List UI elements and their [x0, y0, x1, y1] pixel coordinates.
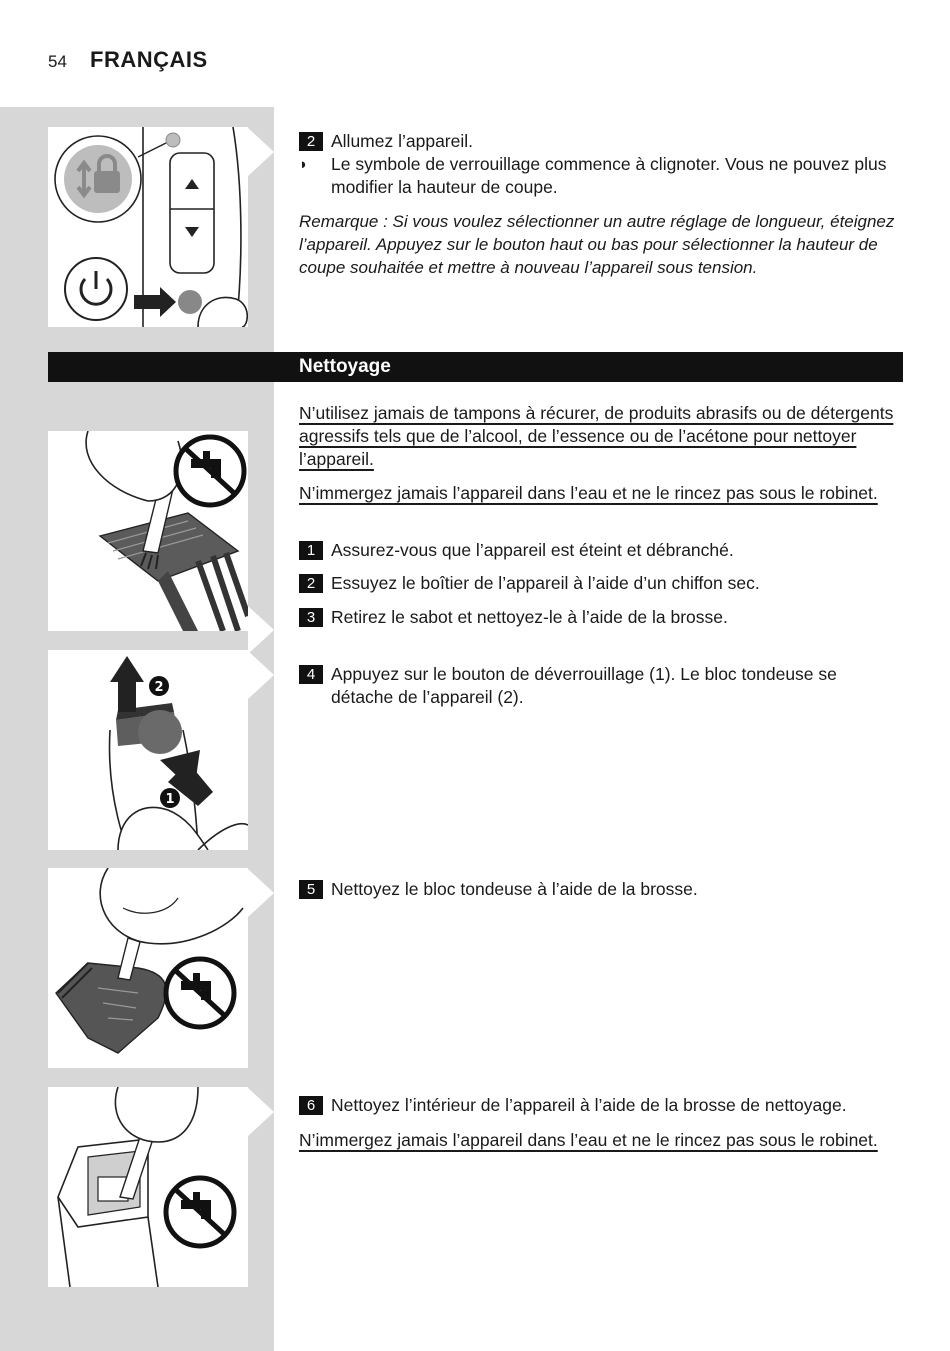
step-number: 2: [299, 574, 323, 593]
arrow-icon: [110, 656, 144, 712]
bullet-text: Le symbole de verrouillage commence à clignoter. Vous ne pouvez plus modifier la hauteur de coupe.: [331, 154, 887, 197]
bullet-marker: ◗: [299, 156, 309, 173]
no-water-icon: [166, 959, 234, 1027]
figure-brush-inside: [48, 1087, 248, 1287]
page-number: 54: [48, 52, 67, 71]
section-title: Nettoyage: [299, 356, 391, 377]
step-text: Appuyez sur le bouton de déverrouillage (1). Le bloc tondeuse se détache de l’appareil (2).: [331, 664, 837, 707]
intro-note: Remarque : Si vous voulez sélectionner un autre réglage de longueur, éteignez l’appareil. Appuyez sur le bouton haut ou bas pour sélectionner la hauteur de coupe souhaitée et mettre à nouveau l’appareil sous tension.: [299, 212, 895, 277]
step-text: Nettoyez l’intérieur de l’appareil à l’aide de la brosse de nettoyage.: [331, 1095, 847, 1115]
step-number: 6: [299, 1096, 323, 1115]
intro-bullet: [299, 153, 899, 199]
step-6: [299, 1094, 899, 1117]
step-text: Nettoyez le bloc tondeuse à l’aide de la brosse.: [331, 879, 698, 899]
figure-power-on: [48, 127, 248, 327]
step-number: 1: [299, 541, 323, 560]
warning-immerse-final: N’immergez jamais l’appareil dans l’eau et ne le rincez pas sous le robinet.: [299, 1130, 878, 1150]
intro-step: [299, 130, 899, 153]
lock-icon: [55, 136, 141, 222]
figure-release-head: [48, 650, 248, 850]
no-water-icon: [166, 1178, 234, 1246]
step-text: Retirez le sabot et nettoyez-le à l’aide de la brosse.: [331, 607, 728, 627]
pointer-notch: [248, 651, 274, 699]
step-number: 3: [299, 608, 323, 627]
pointer-notch: [248, 606, 274, 654]
step-4: [299, 663, 899, 709]
figure-brush-cutter: [48, 868, 248, 1068]
step-2: [299, 572, 899, 595]
step-text: Essuyez le boîtier de l’appareil à l’aide d’un chiffon sec.: [331, 573, 760, 593]
step-text: Allumez l’appareil.: [331, 131, 474, 151]
pointer-notch: [248, 1088, 274, 1136]
page-language: FRANÇAIS: [90, 47, 208, 72]
pointer-notch: [248, 869, 274, 917]
step-1: [299, 539, 899, 562]
figure-comb-cleaning: [48, 431, 248, 631]
step-number: 5: [299, 880, 323, 899]
step-number: 4: [299, 665, 323, 684]
power-icon: [65, 258, 127, 320]
step-number: 2: [299, 132, 323, 151]
step-text: Assurez-vous que l’appareil est éteint et débranché.: [331, 540, 734, 560]
warning-immerse: N’immergez jamais l’appareil dans l’eau et ne le rincez pas sous le robinet.: [299, 483, 878, 503]
no-water-icon: [176, 437, 244, 505]
pointer-notch: [248, 128, 274, 176]
arrow-icon: [134, 287, 176, 317]
section-header: [48, 352, 903, 382]
label-one: 1: [165, 792, 175, 807]
label-two: 2: [154, 680, 164, 695]
step-5: [299, 878, 899, 901]
warning-abrasives: N’utilisez jamais de tampons à récurer, de produits abrasifs ou de détergents agressifs tels que de l’alcool, de l’essence ou de l’acétone pour nettoyer l’appareil.: [299, 403, 894, 469]
step-3: [299, 606, 899, 629]
